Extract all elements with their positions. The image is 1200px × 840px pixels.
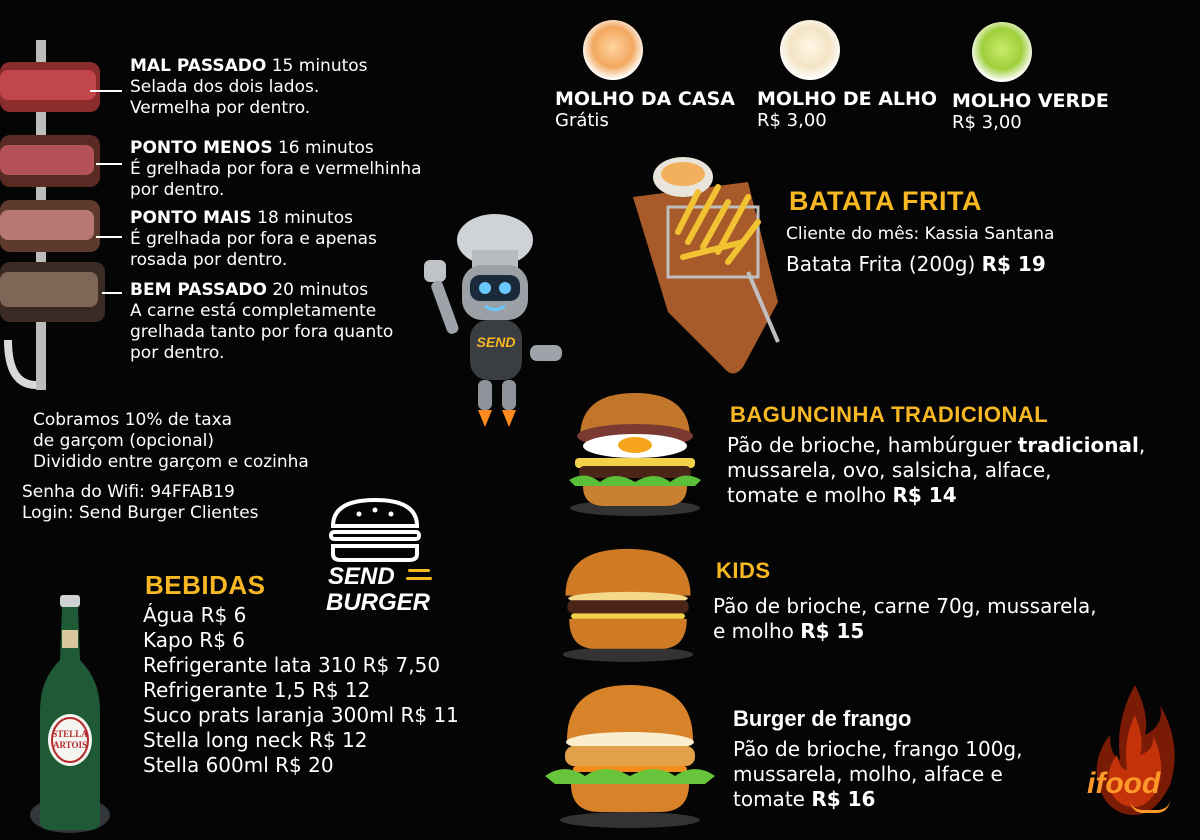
sauce-price: R$ 3,00 bbox=[757, 110, 827, 131]
logo-accent-line bbox=[408, 569, 430, 572]
burger-title-kids: KIDS bbox=[716, 558, 771, 583]
drinks-title: BEBIDAS bbox=[145, 570, 266, 600]
svg-text:STELLA: STELLA bbox=[52, 729, 88, 739]
wifi-login: Login: Send Burger Clientes bbox=[22, 503, 259, 523]
drink-item: Stella 600ml R$ 20 bbox=[143, 753, 334, 777]
sauce-green bbox=[952, 90, 1109, 134]
burger-outline-icon bbox=[327, 496, 423, 564]
chicken-burger-image bbox=[545, 680, 715, 830]
drink-item: Refrigerante lata 310 R$ 7,50 bbox=[143, 653, 441, 677]
steak-point-name: MAL PASSADO bbox=[130, 56, 267, 76]
fee-line: Dividido entre garçom e cozinha bbox=[33, 452, 309, 472]
steak-point-name: BEM PASSADO bbox=[130, 280, 267, 300]
burger-desc-baguncinha bbox=[727, 433, 1145, 508]
sauce-price: R$ 3,00 bbox=[952, 112, 1022, 133]
steak-point-4 bbox=[130, 280, 393, 364]
drink-item: Água R$ 6 bbox=[143, 603, 247, 627]
fries-price: R$ 19 bbox=[981, 252, 1046, 276]
house-sauce-image bbox=[583, 20, 643, 80]
garlic-sauce-image bbox=[780, 20, 840, 80]
steak-pointer-line bbox=[96, 163, 122, 165]
steak-point-time: 18 minutos bbox=[257, 208, 353, 228]
burger-desc-comma: , bbox=[1138, 433, 1146, 457]
burger-desc-line: e molho bbox=[713, 619, 794, 643]
drink-item: Refrigerante 1,5 R$ 12 bbox=[143, 678, 371, 702]
fee-line: Cobramos 10% de taxa bbox=[33, 410, 233, 430]
drink-item: Stella long neck R$ 12 bbox=[143, 728, 368, 752]
fries-subtitle: Cliente do mês: Kassia Santana bbox=[786, 224, 1055, 244]
baguncinha-burger-image bbox=[565, 388, 705, 518]
steak-doneness-image bbox=[0, 40, 110, 390]
drink-item: Kapo R$ 6 bbox=[143, 628, 246, 652]
steak-point-desc: Vermelha por dentro. bbox=[130, 98, 311, 118]
burger-desc-line: tomate e molho bbox=[727, 483, 887, 507]
burger-price: R$ 16 bbox=[811, 787, 876, 811]
burger-price: R$ 15 bbox=[800, 619, 865, 643]
fries-item bbox=[786, 252, 1046, 277]
steak-point-name: PONTO MENOS bbox=[130, 138, 273, 158]
fee-line: de garçom (opcional) bbox=[33, 431, 215, 451]
logo-text-burger: BURGER bbox=[326, 589, 431, 616]
burger-title-baguncinha: BAGUNCINHA TRADICIONAL bbox=[730, 402, 1049, 427]
svg-text:ARTOIS: ARTOIS bbox=[52, 740, 88, 750]
steak-point-desc: Selada dos dois lados. bbox=[130, 77, 320, 97]
chef-robot-mascot bbox=[410, 205, 580, 430]
wifi-info bbox=[22, 482, 259, 524]
steak-point-name: PONTO MAIS bbox=[130, 208, 252, 228]
burger-desc-line: tomate bbox=[733, 787, 805, 811]
steak-point-time: 16 minutos bbox=[277, 138, 374, 158]
fries-basket-image bbox=[628, 152, 788, 382]
burger-desc-kids bbox=[713, 594, 1097, 644]
steak-point-3 bbox=[130, 208, 377, 271]
steak-point-desc: rosada por dentro. bbox=[130, 250, 288, 270]
burger-desc-line: mussarela, molho, alface e bbox=[733, 762, 1003, 786]
mascot-shirt-text: SEND bbox=[476, 334, 516, 350]
drinks-list bbox=[143, 603, 459, 778]
steak-pointer-line bbox=[102, 292, 122, 294]
fries-item-name: Batata Frita (200g) bbox=[786, 252, 976, 276]
wifi-password: Senha do Wifi: 94FFAB19 bbox=[22, 482, 235, 502]
burger-title-frango: Burger de frango bbox=[733, 706, 912, 731]
sauce-price: Grátis bbox=[555, 110, 609, 131]
sauce-garlic bbox=[757, 88, 937, 132]
burger-desc-line: Pão de brioche, carne 70g, mussarela, bbox=[713, 594, 1097, 618]
steak-point-desc: É grelhada por fora e apenas bbox=[130, 229, 377, 249]
burger-desc-line: Pão de brioche, frango 100g, bbox=[733, 737, 1023, 761]
steak-pointer-line bbox=[96, 236, 122, 238]
steak-point-desc: por dentro. bbox=[130, 343, 225, 363]
burger-desc-bold: tradicional bbox=[1017, 433, 1139, 457]
sauce-name: MOLHO VERDE bbox=[952, 90, 1109, 112]
burger-desc-frango bbox=[733, 737, 1022, 812]
steak-pointer-line bbox=[90, 90, 122, 92]
kids-burger-image bbox=[558, 540, 698, 668]
steak-point-desc: É grelhada por fora e vermelhinha bbox=[130, 159, 422, 179]
burger-desc-line: Pão de brioche, hambúrguer bbox=[727, 433, 1018, 457]
sauce-name: MOLHO DA CASA bbox=[555, 88, 735, 110]
logo-text-send: SEND bbox=[328, 563, 395, 590]
steak-point-desc: grelhada tanto por fora quanto bbox=[130, 322, 394, 342]
steak-point-desc: por dentro. bbox=[130, 180, 225, 200]
green-sauce-image bbox=[972, 22, 1032, 82]
steak-point-2 bbox=[130, 138, 422, 201]
fries-title: BATATA FRITA bbox=[789, 186, 982, 216]
service-fee-note bbox=[33, 410, 309, 473]
burger-desc-line: mussarela, ovo, salsicha, alface, bbox=[727, 458, 1052, 482]
sauce-house bbox=[555, 88, 735, 132]
drink-item: Suco prats laranja 300ml R$ 11 bbox=[143, 703, 459, 727]
steak-point-desc: A carne está completamente bbox=[130, 301, 377, 321]
steak-point-time: 15 minutos bbox=[271, 56, 368, 76]
burger-price: R$ 14 bbox=[892, 483, 957, 507]
sauce-name: MOLHO DE ALHO bbox=[757, 88, 938, 110]
ifood-text: ifood bbox=[1087, 767, 1161, 800]
steak-point-1 bbox=[130, 56, 368, 119]
logo-accent-line bbox=[406, 577, 432, 580]
steak-point-time: 20 minutos bbox=[272, 280, 369, 300]
stella-artois-bottle-image bbox=[30, 590, 110, 835]
